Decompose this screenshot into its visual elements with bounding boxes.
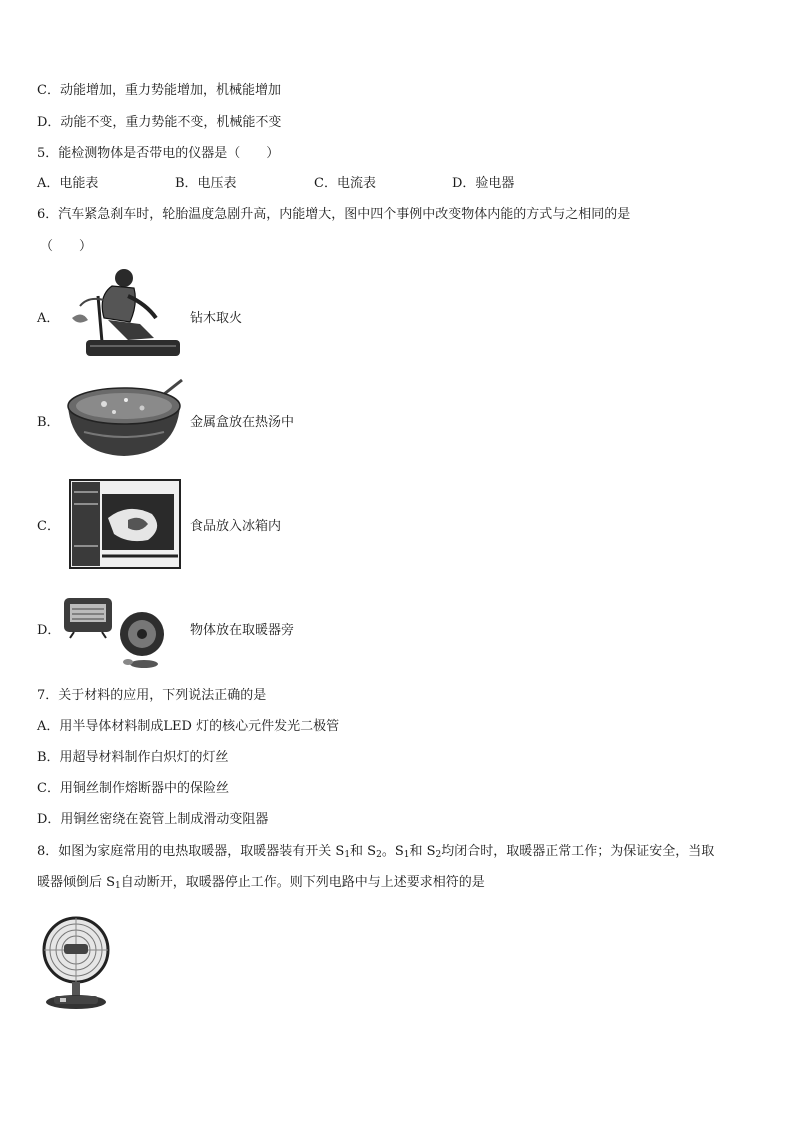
q8-stem-part: 暖器倾倒后 S [37, 875, 116, 890]
q5-option-a: A．电能表 [37, 176, 99, 191]
q8-stem-part: 和 S [409, 844, 436, 859]
subscript: 2 [435, 850, 442, 860]
refrigerator-icon [68, 478, 183, 570]
electric-heater-fan-icon [40, 912, 114, 1014]
q5-option-d: D．验电器 [452, 176, 515, 191]
q8-stem-line-2 [37, 874, 485, 895]
q8-stem-part: 和 S [350, 844, 377, 859]
q6-option-a-letter: A． [37, 311, 60, 326]
q6-option-d-letter: D． [37, 623, 61, 638]
q7-option-d: D．用铜丝密绕在瓷管上制成滑动变阻器 [37, 812, 269, 827]
q5-option-b: B．电压表 [175, 176, 237, 191]
q5-option-c: C．电流表 [314, 176, 376, 191]
q8-stem-part: 自动断开，取暖器停止工作。则下列电路中与上述要求相符的是 [120, 875, 485, 890]
subscript: 1 [403, 850, 410, 860]
q6-option-a-caption: 钻木取火 [190, 311, 243, 326]
q6-option-d-caption: 物体放在取暖器旁 [190, 623, 295, 638]
bowl-of-hot-soup-icon [64, 376, 186, 460]
q8-stem-line-1 [37, 843, 714, 864]
q4-option-c: C．动能增加，重力势能增加，机械能增加 [37, 83, 281, 98]
q6-option-c-letter: C． [37, 519, 60, 534]
subscript: 2 [376, 850, 382, 860]
q5-stem: 5．能检测物体是否带电的仪器是（ ） [37, 146, 280, 161]
q6-stem: 6．汽车紧急刹车时，轮胎温度急剧升高，内能增大，图中四个事例中改变物体内能的方式与之相同的是 [37, 207, 631, 222]
q8-stem-part: 均闭合时，取暖器正常工作；为保证安全，当取 [441, 844, 715, 859]
q7-option-c: C．用铜丝制作熔断器中的保险丝 [37, 781, 229, 796]
q4-option-d: D．动能不变，重力势能不变，机械能不变 [37, 115, 282, 130]
q8-stem-part: 8．如图为家庭常用的电热取暖器，取暖器装有开关 S [37, 844, 345, 859]
q6-answer-paren: （ ） [40, 239, 93, 254]
q6-option-c-caption: 食品放入冰箱内 [190, 519, 282, 534]
q8-stem-part: 。S [381, 844, 404, 859]
subscript: 1 [115, 881, 121, 891]
q6-option-b-caption: 金属盒放在热汤中 [190, 415, 295, 430]
q7-stem: 7．关于材料的应用，下列说法正确的是 [37, 688, 267, 703]
q7-option-a: A．用半导体材料制成LED 灯的核心元件发光二极管 [37, 719, 340, 734]
drilling-wood-fire-icon [68, 266, 183, 362]
subscript: 1 [344, 850, 351, 860]
q7-option-b: B．用超导材料制作白炽灯的灯丝 [37, 750, 229, 765]
q5-options [37, 175, 597, 193]
q6-option-b-letter: B． [37, 415, 60, 430]
space-heater-icon [62, 594, 180, 670]
